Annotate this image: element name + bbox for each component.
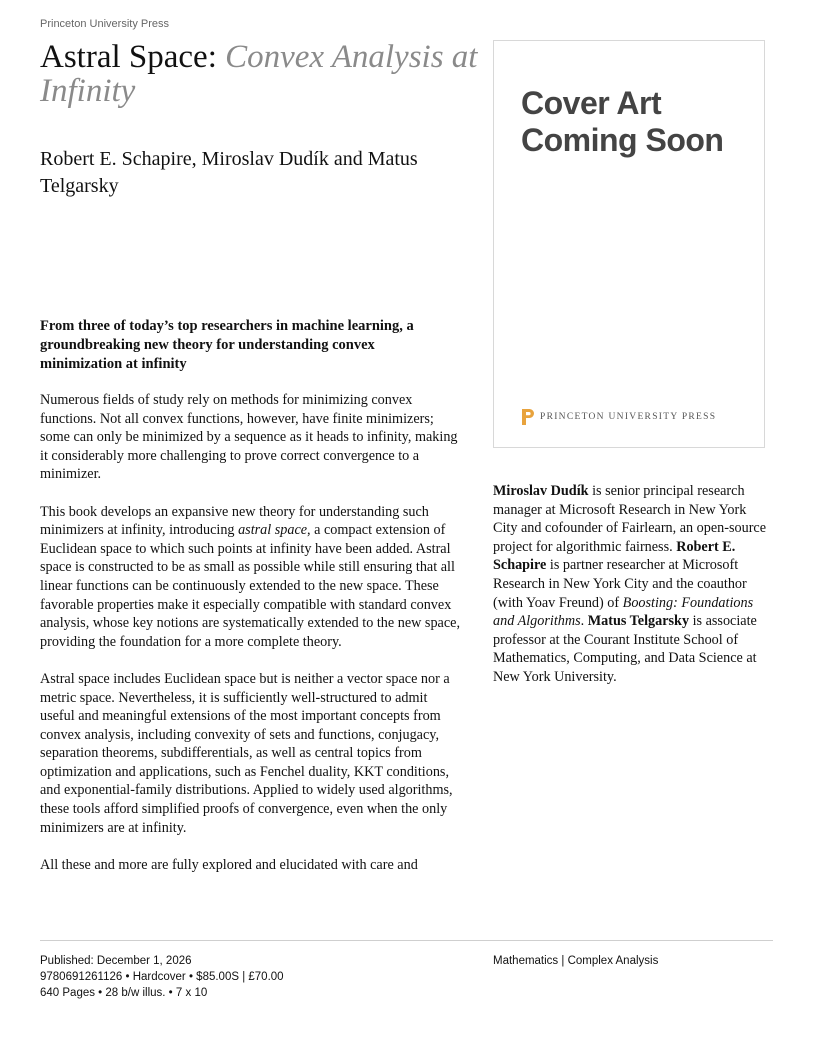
publisher-logo	[521, 407, 716, 427]
publisher-label: Princeton University Press	[40, 18, 169, 30]
bio-name-telgarsky: Matus Telgarsky	[587, 613, 690, 630]
footer-divider	[40, 940, 773, 941]
book-tagline: From three of today’s top researchers in machine learning, a groundbreaking new theory for understanding convex minimization at infinity	[40, 318, 414, 372]
bio-name-schapire: Robert E. Schapire	[493, 538, 736, 574]
bio-text-schapire: is partner researcher at Microsoft Research in New York City and the coauthor (with Yoav Freund) of	[493, 557, 747, 611]
bio-separator: .	[580, 613, 588, 630]
description-paragraph-1: Numerous fields of study rely on methods for minimizing convex functions. Not all convex functions, however, have finite minimizers; some can only be minimized by a sequence as it heads to infinity, making it considerably more challenging to prove correct convergence to a minimizer.	[40, 392, 458, 483]
description-paragraph-2	[40, 503, 464, 652]
book-title-main: Astral Space:	[40, 39, 217, 75]
description-paragraph-4: All these and more are fully explored and elucidated with care and	[40, 856, 418, 873]
subject-categories: Mathematics | Complex Analysis	[493, 955, 659, 967]
isbn-price: 9780691261126 • Hardcover • $85.00S | £70.00	[40, 971, 284, 983]
page-count: 640 Pages • 28 b/w illus. • 7 x 10	[40, 987, 208, 999]
book-authors: Robert E. Schapire, Miroslav Dudík and Matus Telgarsky	[40, 148, 418, 197]
description-p2-start: This book develops an expansive new theory for understanding such minimizers at infinity, introducing	[40, 503, 429, 539]
description-paragraph-3: Astral space includes Euclidean space but is neither a vector space nor a metric space. Nevertheless, it is sufficiently well-structured to admit useful and meaningful extensions of the most important concepts from convex analysis, including convexity of sets and functions, conjugacy, separation theorems, subdifferentials, as well as central topics from optimization and applications, such as Fenchel duality, KKT conditions, and exponential-family distributions. Applied to widely used algorithms, these tools afford simplified proofs of convergence, even when the only minimizers are at infinity.	[40, 670, 453, 836]
book-title	[40, 40, 480, 108]
publisher-logo-text: PRINCETON UNIVERSITY PRESS	[540, 412, 717, 422]
bio-name-dudik: Miroslav Dudík	[493, 483, 589, 499]
description-p2-emphasis: astral space	[238, 522, 308, 539]
bio-text-telgarsky: is associate professor at the Courant Institute School of Mathematics, Computing, and Data Science at New York University.	[493, 613, 757, 685]
cover-placeholder-text: Cover Art Coming Soon	[521, 85, 724, 158]
princeton-p-icon	[521, 408, 535, 426]
publication-details	[40, 953, 284, 1001]
bio-book-title: Boosting: Foundations and Algorithms	[493, 594, 754, 630]
author-bios	[493, 482, 768, 687]
bio-text-dudik: is senior principal research manager at Microsoft Research in New York City and cofounder of Fairlearn, an open-source project for algorithmic fairness.	[493, 483, 767, 555]
book-description	[40, 391, 464, 893]
publish-date: Published: December 1, 2026	[40, 955, 192, 967]
cover-placeholder	[493, 40, 765, 448]
book-subtitle: Convex Analysis at Infinity	[40, 39, 478, 109]
description-p2-end: , a compact extension of Euclidean space to which such points at infinity have been added. Astral space is constructed to be as small as possible while still ensuring that all linear functions can be continuously extended to the new space. These favorable properties make it especially compatible with standard convex analysis, whose key notions are systematically extended to the new space, providing the foundation for a more complete theory.	[40, 522, 460, 650]
